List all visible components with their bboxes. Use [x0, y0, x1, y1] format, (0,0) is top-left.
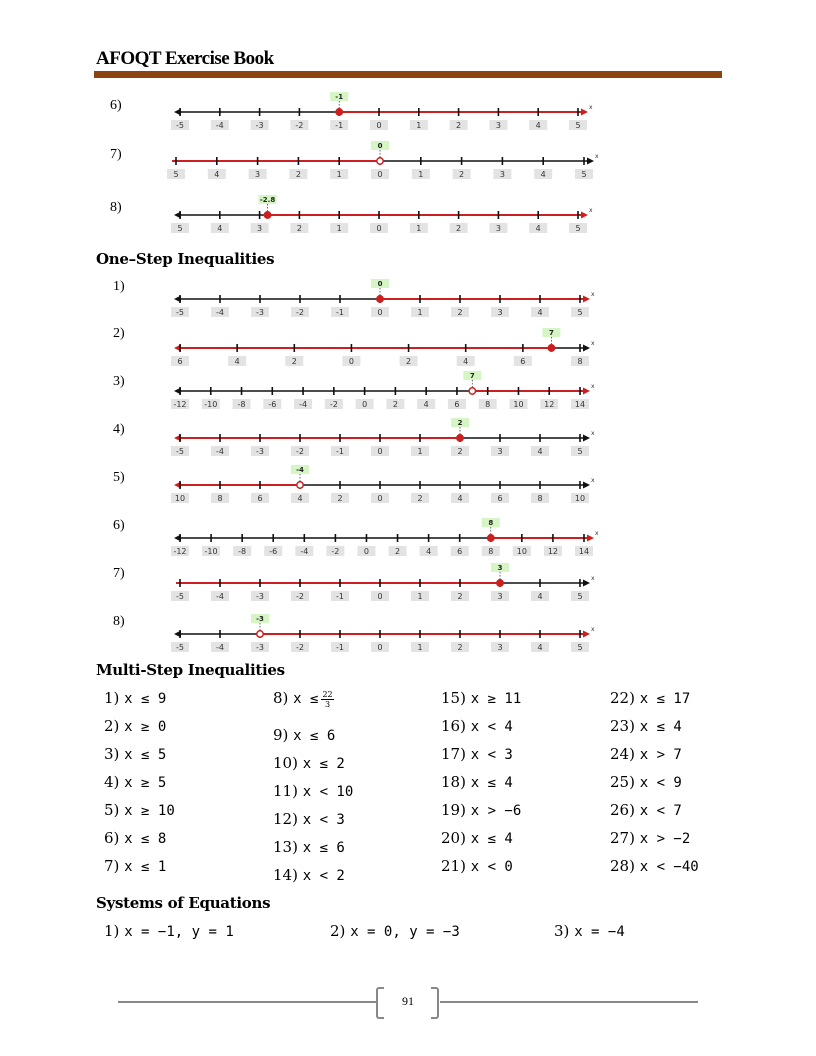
answer-expression: x < −40 — [639, 859, 699, 875]
answer-number: 28) — [610, 857, 640, 875]
answer-expression: x ≤ 17 — [639, 691, 691, 707]
axis-variable: x — [591, 383, 595, 390]
right-arrow-icon — [583, 296, 590, 303]
tick-label: 1 — [418, 170, 424, 179]
answer-number: 3) — [554, 922, 570, 940]
answer-expression: x < 10 — [302, 784, 354, 800]
tick-label: 2 — [459, 170, 465, 179]
tick-label: 0 — [377, 592, 383, 601]
tick-label: 0 — [377, 643, 383, 652]
tick-label: -12 — [173, 547, 187, 556]
tick-label: 10 — [174, 494, 186, 503]
answer-number: 22) — [610, 689, 640, 707]
tick-label: 6 — [520, 357, 526, 366]
answer-number: 18) — [441, 773, 471, 791]
tick-label: -4 — [216, 643, 224, 652]
tick-label: 3 — [499, 170, 505, 179]
tick-label: -12 — [173, 400, 187, 409]
number-line — [166, 141, 606, 185]
answer-number: 21) — [441, 857, 471, 875]
number-line — [170, 92, 600, 132]
multi-step-answer — [104, 745, 166, 763]
answer-expression: x < 9 — [639, 775, 682, 791]
marker-value: -2.8 — [259, 196, 276, 204]
answer-number: 19) — [441, 801, 471, 819]
axis-variable: x — [589, 207, 593, 214]
multi-step-answer — [441, 717, 513, 735]
tick-label: 0 — [377, 447, 383, 456]
answer-number: 27) — [610, 829, 640, 847]
tick-label: 0 — [377, 494, 383, 503]
answer-number: 16) — [441, 717, 471, 735]
tick-label: 3 — [497, 643, 503, 652]
item-label: 6) — [110, 98, 122, 113]
right-arrow-icon — [583, 435, 590, 442]
answer-expression: x ≤ 6 — [302, 840, 345, 856]
tick-label: 0 — [348, 357, 354, 366]
tick-label: -6 — [268, 400, 277, 409]
right-arrow-icon — [583, 580, 590, 587]
tick-label: 4 — [537, 447, 543, 456]
right-arrow-icon — [583, 482, 590, 489]
tick-label: 10 — [516, 547, 527, 556]
answer-number: 15) — [441, 689, 471, 707]
number-line — [170, 465, 602, 507]
multi-step-answer — [273, 726, 335, 744]
tick-label: -3 — [256, 308, 264, 317]
tick-label: 0 — [377, 308, 383, 317]
item-label: 6) — [113, 518, 125, 533]
tick-label: 4 — [426, 547, 432, 556]
multi-step-answer — [610, 857, 699, 875]
item-label: 5) — [113, 470, 125, 485]
footer-rule-right — [440, 1001, 698, 1003]
number-line — [170, 328, 602, 370]
multi-step-answer — [441, 745, 513, 763]
tick-label: 12 — [547, 547, 559, 556]
tick-label: -1 — [336, 643, 344, 652]
multi-step-answer — [441, 773, 513, 791]
multi-step-answer — [610, 689, 690, 707]
marker-value: -1 — [335, 93, 344, 101]
tick-label: -10 — [204, 400, 218, 409]
tick-label: 4 — [535, 121, 541, 130]
answer-expression: x ≤ 4 — [470, 775, 513, 791]
tick-label: -5 — [176, 643, 184, 652]
tick-label: 8 — [488, 547, 494, 556]
tick-label: -2 — [296, 643, 304, 652]
tick-label: -3 — [256, 592, 264, 601]
tick-label: 1 — [417, 308, 423, 317]
tick-label: -1 — [336, 447, 344, 456]
tick-label: 0 — [376, 121, 382, 130]
multi-step-answer — [104, 857, 166, 875]
tick-label: 1 — [336, 170, 342, 179]
item-label: 8) — [110, 200, 122, 215]
marker-value: 3 — [497, 564, 503, 572]
answer-expression: x ≤ 2 — [302, 756, 345, 772]
tick-label: -5 — [176, 592, 184, 601]
multi-step-answer — [610, 773, 682, 791]
tick-label: 4 — [217, 224, 223, 233]
answer-number: 12) — [273, 810, 303, 828]
tick-label: 5 — [173, 170, 179, 179]
marker-value: 2 — [457, 419, 463, 427]
multi-step-answer — [273, 838, 345, 856]
tick-label: 1 — [417, 447, 423, 456]
answer-expression: x > 7 — [639, 747, 682, 763]
tick-label: 6 — [177, 357, 183, 366]
marker-value: 0 — [377, 280, 383, 288]
answer-number: 6) — [104, 829, 125, 847]
tick-label: -2 — [296, 592, 304, 601]
answer-expression: x > −2 — [639, 831, 691, 847]
answer-expression: x ≥ 10 — [124, 803, 175, 819]
tick-label: 4 — [535, 224, 541, 233]
tick-label: 14 — [574, 400, 586, 409]
tick-label: 5 — [577, 308, 583, 317]
tick-label: 3 — [497, 592, 503, 601]
tick-label: 5 — [577, 643, 583, 652]
tick-label: 6 — [497, 494, 503, 503]
tick-label: 6 — [457, 547, 463, 556]
item-label: 7) — [113, 566, 125, 581]
tick-label: -6 — [269, 547, 278, 556]
tick-label: -2 — [329, 400, 338, 409]
axis-variable: x — [591, 291, 595, 298]
answer-expression: x ≥ 5 — [124, 775, 167, 791]
number-line — [170, 279, 602, 321]
item-label: 1) — [113, 279, 125, 294]
axis-variable: x — [591, 430, 595, 437]
fraction-numerator: 22 — [322, 689, 333, 699]
answer-number: 1) — [104, 689, 125, 707]
multi-step-answer — [104, 801, 175, 819]
tick-label: 2 — [417, 494, 423, 503]
right-arrow-icon — [581, 109, 588, 116]
answer-expression: x ≥ 11 — [470, 691, 522, 707]
tick-label: 3 — [257, 224, 263, 233]
item-label: 7) — [110, 147, 122, 162]
fraction — [321, 690, 333, 709]
number-line — [170, 195, 600, 239]
tick-label: 1 — [416, 224, 422, 233]
axis-variable: x — [595, 153, 599, 160]
page-number: 91 — [402, 994, 414, 1008]
right-arrow-icon — [587, 158, 594, 165]
tick-label: 3 — [497, 308, 503, 317]
marker-value: 7 — [548, 329, 554, 337]
answer-number: 26) — [610, 801, 640, 819]
right-arrow-icon — [583, 345, 590, 352]
footer-rule-left — [118, 1001, 376, 1003]
tick-label: 1 — [336, 224, 342, 233]
right-arrow-icon — [581, 212, 588, 219]
answer-expression: x ≤ 1 — [124, 859, 167, 875]
tick-label: 2 — [457, 308, 463, 317]
tick-label: 4 — [457, 494, 463, 503]
marker-value: 0 — [377, 142, 383, 150]
tick-label: -5 — [176, 308, 184, 317]
tick-label: 5 — [177, 224, 183, 233]
answer-expression: x ≥ 0 — [124, 719, 167, 735]
answer-expression: x < 0 — [470, 859, 513, 875]
tick-label: -4 — [299, 400, 308, 409]
multi-step-answer — [104, 773, 166, 791]
answer-number: 9) — [273, 726, 294, 744]
tick-label: 2 — [457, 643, 463, 652]
item-label: 3) — [113, 374, 125, 389]
open-endpoint — [257, 631, 263, 637]
tick-label: 1 — [416, 121, 422, 130]
tick-label: -4 — [300, 547, 309, 556]
tick-label: -3 — [256, 643, 264, 652]
open-endpoint — [297, 482, 303, 488]
answer-expression: x ≤ 5 — [124, 747, 167, 763]
footer-bracket-left — [376, 987, 384, 1019]
answer-number: 8) — [273, 689, 294, 707]
multi-step-answer — [273, 866, 345, 884]
answer-number: 11) — [273, 782, 303, 800]
tick-label: 2 — [456, 224, 462, 233]
tick-label: 2 — [291, 357, 297, 366]
section-title-one-step: One–Step Inequalities — [96, 250, 275, 268]
tick-label: 3 — [495, 224, 501, 233]
marker-value: 8 — [488, 519, 494, 527]
answer-expression: x > −6 — [470, 803, 522, 819]
answer-expression: x ≤ 4 — [639, 719, 682, 735]
axis-variable: x — [591, 340, 595, 347]
tick-label: -5 — [176, 447, 184, 456]
tick-label: 2 — [394, 547, 401, 556]
tick-label: 8 — [217, 494, 223, 503]
section-title-systems: Systems of Equations — [96, 894, 271, 912]
answer-expression: x ≤ 8 — [124, 831, 167, 847]
answer-expression: x = −4 — [574, 924, 625, 940]
tick-label: 3 — [495, 121, 501, 130]
tick-label: -8 — [238, 547, 247, 556]
number-line — [170, 418, 602, 460]
number-line — [170, 563, 602, 605]
number-line — [170, 518, 606, 560]
tick-label: -2 — [331, 547, 340, 556]
tick-label: -10 — [204, 547, 218, 556]
answer-number: 13) — [273, 838, 303, 856]
item-label: 4) — [113, 422, 125, 437]
tick-label: 8 — [537, 494, 543, 503]
answer-expression: x ≤ 9 — [124, 691, 167, 707]
tick-label: 6 — [257, 494, 263, 503]
number-line — [170, 371, 602, 413]
closed-endpoint — [377, 296, 383, 302]
closed-endpoint — [548, 345, 554, 351]
answer-expression: x ≤ — [293, 691, 319, 707]
tick-label: -4 — [215, 121, 224, 130]
axis-variable: x — [591, 477, 595, 484]
answer-number: 23) — [610, 717, 640, 735]
marker-value: -3 — [256, 615, 264, 623]
tick-label: -1 — [336, 592, 344, 601]
tick-label: 3 — [255, 170, 261, 179]
multi-step-answer — [610, 717, 682, 735]
right-arrow-icon — [583, 388, 590, 395]
axis-variable: x — [591, 575, 595, 582]
footer-bracket-right — [431, 987, 439, 1019]
answer-number: 24) — [610, 745, 640, 763]
closed-endpoint — [336, 109, 342, 115]
tick-label: 2 — [456, 121, 462, 130]
tick-label: 5 — [577, 447, 583, 456]
answer-expression: x = 0, y = −3 — [350, 924, 460, 940]
answer-number: 5) — [104, 801, 125, 819]
answer-expression: x < 7 — [639, 803, 682, 819]
answer-number: 25) — [610, 773, 640, 791]
multi-step-answer — [273, 782, 353, 800]
axis-variable: x — [589, 104, 593, 111]
tick-label: 8 — [577, 357, 583, 366]
section-title-multi-step: Multi-Step Inequalities — [96, 661, 285, 679]
answer-number: 17) — [441, 745, 471, 763]
answer-number: 7) — [104, 857, 125, 875]
tick-label: -5 — [176, 121, 184, 130]
tick-label: 6 — [454, 400, 460, 409]
axis-variable: x — [595, 530, 599, 537]
tick-label: 5 — [575, 224, 581, 233]
answer-number: 1) — [104, 922, 120, 940]
answer-expression: x < 3 — [302, 812, 345, 828]
right-arrow-icon — [583, 631, 590, 638]
header-rule — [94, 71, 722, 78]
tick-label: 2 — [457, 447, 463, 456]
systems-answer — [330, 922, 460, 940]
tick-label: -1 — [335, 121, 344, 130]
tick-label: 2 — [406, 357, 412, 366]
right-arrow-icon — [587, 535, 594, 542]
systems-answer — [554, 922, 625, 940]
tick-label: -3 — [255, 121, 264, 130]
multi-step-answer — [104, 717, 166, 735]
tick-label: 12 — [544, 400, 555, 409]
multi-step-answer — [273, 810, 345, 828]
tick-label: 4 — [214, 170, 220, 179]
tick-label: 3 — [497, 447, 503, 456]
item-label: 8) — [113, 614, 125, 629]
tick-label: 5 — [581, 170, 587, 179]
tick-label: 4 — [540, 170, 546, 179]
tick-label: -2 — [296, 447, 304, 456]
tick-label: -8 — [237, 400, 246, 409]
tick-label: 0 — [377, 170, 383, 179]
book-title: AFOQT Exercise Book — [96, 48, 274, 69]
multi-step-answer — [273, 689, 334, 709]
tick-label: -2 — [295, 121, 304, 130]
tick-label: 2 — [392, 400, 398, 409]
tick-label: 14 — [578, 547, 590, 556]
closed-endpoint — [457, 435, 463, 441]
tick-label: 4 — [234, 357, 240, 366]
answer-number: 2) — [104, 717, 125, 735]
answer-number: 10) — [273, 754, 303, 772]
multi-step-answer — [441, 829, 513, 847]
tick-label: 4 — [537, 308, 543, 317]
tick-label: -1 — [336, 308, 344, 317]
tick-label: 10 — [574, 494, 586, 503]
axis-variable: x — [591, 626, 595, 633]
multi-step-answer — [610, 801, 682, 819]
tick-label: 8 — [485, 400, 491, 409]
answer-expression: x ≤ 4 — [470, 831, 513, 847]
closed-endpoint — [488, 535, 494, 541]
tick-label: 4 — [297, 494, 303, 503]
tick-label: 0 — [363, 547, 370, 556]
answer-expression: x = −1, y = 1 — [124, 924, 234, 940]
answer-number: 20) — [441, 829, 471, 847]
multi-step-answer — [273, 754, 345, 772]
multi-step-answer — [441, 801, 521, 819]
tick-label: 4 — [423, 400, 429, 409]
answer-number: 14) — [273, 866, 303, 884]
open-endpoint — [469, 388, 475, 394]
multi-step-answer — [441, 689, 521, 707]
tick-label: 2 — [295, 170, 301, 179]
answer-expression: x ≤ 6 — [293, 728, 336, 744]
tick-label: 2 — [296, 224, 302, 233]
answer-expression: x < 3 — [470, 747, 513, 763]
multi-step-answer — [441, 857, 513, 875]
tick-label: 4 — [463, 357, 469, 366]
tick-label: 4 — [537, 643, 543, 652]
item-label: 2) — [113, 326, 125, 341]
multi-step-answer — [104, 829, 166, 847]
marker-value: -4 — [296, 466, 304, 474]
tick-label: 1 — [417, 592, 423, 601]
fraction-denominator: 3 — [325, 699, 331, 709]
tick-label: -4 — [216, 308, 224, 317]
closed-endpoint — [497, 580, 503, 586]
multi-step-answer — [610, 745, 682, 763]
tick-label: 10 — [513, 400, 524, 409]
answer-number: 2) — [330, 922, 346, 940]
tick-label: -3 — [256, 447, 264, 456]
systems-answer — [104, 922, 234, 940]
answer-number: 4) — [104, 773, 125, 791]
number-line — [170, 614, 602, 656]
tick-label: 5 — [575, 121, 581, 130]
tick-label: 1 — [417, 643, 423, 652]
tick-label: -2 — [296, 308, 304, 317]
tick-label: 5 — [577, 592, 583, 601]
tick-label: -4 — [216, 592, 224, 601]
tick-label: 0 — [362, 400, 368, 409]
open-endpoint — [377, 158, 383, 164]
answer-expression: x < 4 — [470, 719, 513, 735]
answer-number: 3) — [104, 745, 125, 763]
tick-label: 2 — [457, 592, 463, 601]
multi-step-answer — [104, 689, 166, 707]
closed-endpoint — [264, 212, 270, 218]
answer-expression: x < 2 — [302, 868, 345, 884]
tick-label: -4 — [216, 447, 224, 456]
tick-label: 2 — [337, 494, 343, 503]
marker-value: 7 — [469, 372, 475, 380]
multi-step-answer — [610, 829, 690, 847]
tick-label: 0 — [376, 224, 382, 233]
tick-label: 4 — [537, 592, 543, 601]
